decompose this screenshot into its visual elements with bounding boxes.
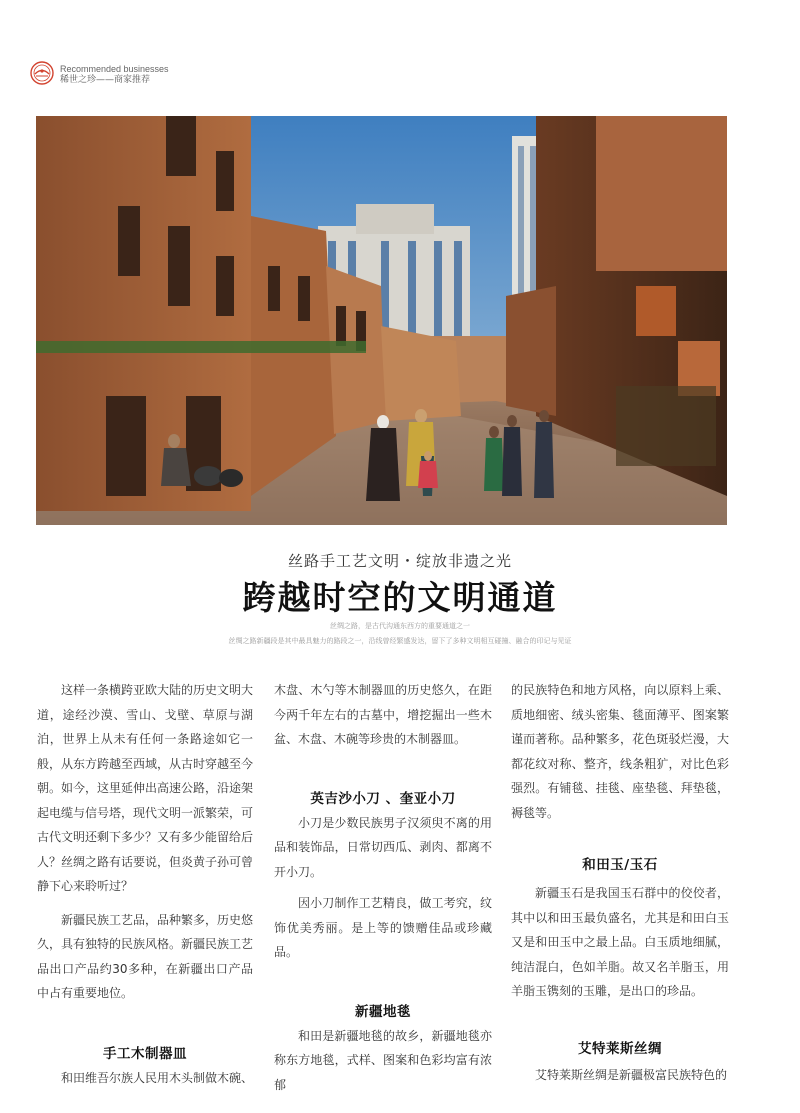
knives-paragraph-2: 因小刀制作工艺精良，做工考究，纹饰优美秀丽。是上等的馈赠佳品或珍藏品。 bbox=[274, 896, 492, 959]
section-heading-atlas-silk: 艾特莱斯丝绸 bbox=[578, 1040, 662, 1057]
section-heading-wooden-ware: 手工木制器皿 bbox=[103, 1045, 187, 1062]
old-city-street-image bbox=[36, 116, 727, 525]
crafts-overview-paragraph: 新疆民族工艺品，品种繁多，历史悠久，具有独特的民族风格。新疆民族工艺品出口产品约30多种，在新疆出口产品中占有重要地位。 bbox=[37, 912, 254, 1000]
wooden-ware-paragraph-continued: 木盘、木勺等木制器皿的历史悠久，在距今两千年左右的古墓中，增挖掘出一些木盆、木盘、木碗等珍贵的木制器皿。 bbox=[274, 683, 492, 746]
hero-photo bbox=[36, 116, 727, 525]
carpets-paragraph-continued: 的民族特色和地方风格，向以原料上乘、质地细密、绒头密集、毯面薄平、图案繁谨而著称。品种繁多，花色斑驳烂漫，大都花纹对称、整齐，线条粗犷，对比色彩强烈。有铺毯、挂毯、座垫毯、拜垫毯，褥毯等。 bbox=[511, 683, 729, 820]
title-caption-line-1: 丝绸之路，是古代沟通东西方的重要通道之一 bbox=[330, 622, 470, 630]
article-column-3 bbox=[511, 678, 729, 1087]
intro-paragraph: 这样一条横跨亚欧大陆的历史文明大道，途经沙漠、雪山、戈壁、草原与湖泊，世界上从未有任何一条路途如它一般，从东方跨越至西域，从古时穿越至今朝。如今，这里延伸出高速公路，沿途架起电缆与信号塔，现代文明一派繁荣，可古代文明还剩下多少？又有多少能留给后人？丝绸之路有话要说，但炎黄子孙可曾静下心来聆听过？ bbox=[37, 683, 254, 893]
section-label-en: Recommended businesses bbox=[60, 64, 169, 74]
title-caption-line-2: 丝绸之路新疆段是其中最具魅力的路段之一，沿线曾经繁盛发达，留下了多种文明相互碰撞、融合的印记与见证 bbox=[228, 637, 572, 645]
section-label bbox=[60, 64, 169, 86]
carpets-paragraph: 和田是新疆地毯的故乡，新疆地毯亦称东方地毯，式样、图案和色彩均富有浓郁 bbox=[274, 1028, 492, 1092]
section-heading-knives: 英吉沙小刀 、奎亚小刀 bbox=[310, 790, 456, 807]
article-column-1 bbox=[37, 678, 253, 1090]
atlas-silk-paragraph: 艾特莱斯丝绸是新疆极富民族特色的 bbox=[535, 1067, 728, 1082]
jade-paragraph: 新疆玉石是我国玉石群中的佼佼者，其中以和田玉最负盛名，尤其是和田白玉又是和田玉中之最上品。白玉质地细腻，纯洁混白，色如羊脂。故又名羊脂玉，用羊脂玉镌刻的玉雕，是出口的珍品。 bbox=[511, 886, 729, 998]
article-subtitle: 丝路手工艺文明・绽放非遗之光 bbox=[287, 552, 512, 570]
article-title: 跨越时空的文明通道 bbox=[242, 578, 558, 617]
section-heading-carpets: 新疆地毯 bbox=[355, 1003, 411, 1020]
section-heading-hetian-jade: 和田玉/玉石 bbox=[582, 857, 658, 873]
wooden-ware-paragraph: 和田维吾尔族人民用木头制做木碗、 bbox=[61, 1070, 254, 1085]
section-label-zh: 稀世之珍——商家推荐 bbox=[60, 75, 151, 85]
brand-logo-icon bbox=[30, 61, 54, 85]
knives-paragraph-1: 小刀是少数民族男子汉须臾不离的用品和装饰品，日常切西瓜、剥肉、都离不开小刀。 bbox=[274, 815, 492, 879]
article-column-2 bbox=[274, 678, 492, 1097]
